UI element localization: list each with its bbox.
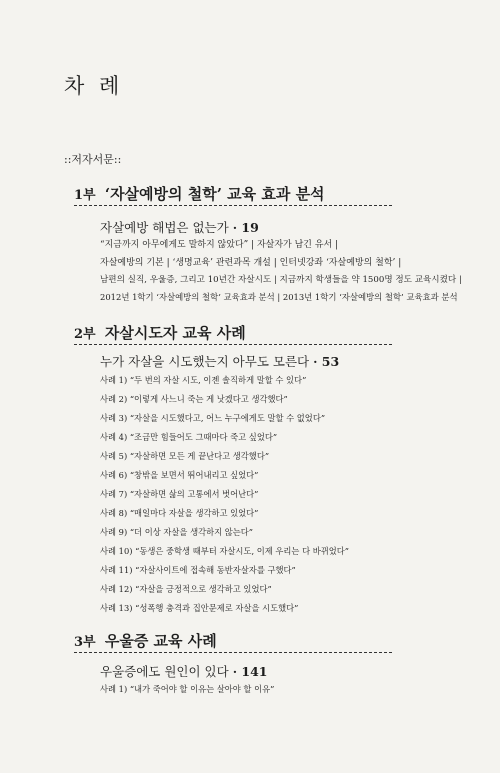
chapter-entry [100, 662, 267, 680]
sub-line: 자살예방의 기본 | ‘생명교육’ 관련과목 개설 | 인터넷강좌 ‘자살예방의 철학’ | [100, 258, 402, 268]
case-entry: 사례 8) “매일마다 자살을 생각하고 있었다” [100, 508, 259, 518]
preface-entry: ::저자서문:: [64, 153, 122, 166]
case-entry: 사례 7) “자살하면 삶의 고통에서 벗어난다” [100, 489, 259, 499]
case-entry: 사례 13) “성폭행 충격과 집안문제로 자살을 시도했다” [100, 603, 299, 613]
case-entry: 사례 1) “내가 죽어야 할 이유는 살아야 할 이유” [100, 684, 275, 694]
case-entry: 사례 5) “자살하면 모든 게 끝난다고 생각했다” [100, 451, 270, 461]
case-entry: 사례 1) “두 번의 자살 시도, 이젠 솔직하게 말할 수 있다” [100, 375, 307, 385]
sub-line: “지금까지 아무에게도 말하지 않았다” | 자살자가 남긴 유서 | [100, 240, 339, 250]
part-number: 2부 [74, 327, 96, 342]
chapter-entry [100, 352, 339, 370]
part-3-heading [74, 630, 217, 651]
part-title: 자살시도자 교육 사례 [104, 324, 246, 342]
chapter-page: · 141 [232, 664, 268, 679]
case-entry: 사례 11) “자살사이트에 접속해 동반자살자를 구했다” [100, 565, 296, 575]
part-title: ‘자살예방의 철학’ 교육 효과 분석 [104, 185, 325, 203]
case-entry: 사례 12) “자살을 긍정적으로 생각하고 있었다” [100, 584, 272, 594]
part-divider [74, 652, 392, 653]
page-title: 차 례 [64, 74, 124, 98]
case-entry: 사례 6) “창밖을 보면서 뛰어내리고 싶었다” [100, 470, 259, 480]
chapter-title: 누가 자살을 시도했는지 아무도 모른다 [100, 354, 310, 369]
part-title: 우울증 교육 사례 [104, 632, 217, 650]
chapter-page: · 19 [232, 220, 259, 235]
case-entry: 사례 9) “더 이상 자살을 생각하지 않는다” [100, 527, 254, 537]
part-2-heading [74, 322, 246, 343]
sub-line: 2012년 1학기 ‘자살예방의 철학’ 교육효과 분석 | 2013년 1학기 ‘자살예방의 철학’ 교육효과 분석 [100, 292, 458, 302]
part-divider [74, 205, 392, 206]
chapter-entry [100, 218, 259, 236]
case-entry: 사례 3) “자살을 시도했다고, 어느 누구에게도 말할 수 없었다” [100, 413, 326, 423]
chapter-page: · 53 [313, 354, 340, 369]
part-1-heading [74, 183, 325, 204]
sub-line: 남편의 실직, 우울증, 그리고 10년간 자살시도 | 지금까지 학생들을 약 1500명 정도 교육시켰다 | [100, 275, 462, 285]
part-divider [74, 344, 392, 345]
case-entry: 사례 2) “이렇게 사느니 죽는 게 낫겠다고 생각했다” [100, 394, 288, 404]
case-entry: 사례 4) “조금만 힘들어도 그때마다 죽고 싶었다” [100, 432, 278, 442]
case-entry: 사례 10) “동생은 중학생 때부터 자살시도, 이제 우리는 다 바뀌었다” [100, 546, 350, 556]
chapter-title: 자살예방 해법은 없는가 [100, 220, 229, 235]
chapter-title: 우울증에도 원인이 있다 [100, 664, 229, 679]
part-number: 1부 [74, 188, 96, 203]
part-number: 3부 [74, 635, 96, 650]
